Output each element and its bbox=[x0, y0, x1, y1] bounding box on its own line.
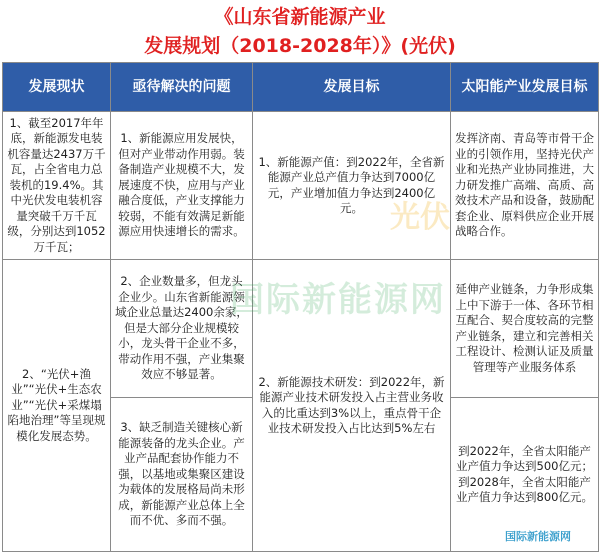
cell-status-1: 1、截至2017年年底，新能源发电装机容量达2437万千瓦，占全省电力总装机的19.4%。其中光伏发电装机容量突破千万千瓦级，分别达到1052万千瓦； bbox=[3, 112, 111, 260]
cell-status-2: 2、“光伏+渔业”“光伏+生态农业”“光伏+采煤塌陷地治理”等呈现规模化发展态势。 bbox=[3, 260, 111, 552]
header-problems: 亟待解决的问题 bbox=[111, 63, 253, 112]
watermark-badge: 光伏 bbox=[390, 200, 450, 235]
cell-solar-3: 到2022年，全省太阳能产业产值力争达到500亿元；到2028年，全省太阳能产业产值力争达到800亿元。 bbox=[451, 398, 599, 552]
table-row bbox=[3, 260, 599, 398]
cell-problem-3: 3、缺乏制造关键核心新能源装备的龙头企业。产业产品配套协作能力不强，以基地或集聚区建设为载体的发展格局尚未形成，新能源产业总体上全而不优、多而不强。 bbox=[111, 398, 253, 552]
cell-solar-1: 发挥济南、青岛等市骨干企业的引领作用，坚持光伏产业和光热产业协同推进，大力研发推广高端、高质、高效技术产品和设备，鼓励配套企业、原料供应企业开展战略合作。 bbox=[451, 112, 599, 260]
header-goals: 发展目标 bbox=[253, 63, 451, 112]
page-title bbox=[0, 0, 600, 62]
title-line-2: 发展规划（2018-2028年）》(光伏) bbox=[144, 35, 456, 57]
watermark-corner-logo: 国际新能源网 bbox=[505, 530, 571, 543]
plan-table bbox=[2, 62, 599, 552]
header-solar-goals: 太阳能产业发展目标 bbox=[451, 63, 599, 112]
cell-problem-2: 2、企业数量多，但龙头企业少。山东省新能源领域企业总量达2400余家，但是大部分企业规模较小，龙头骨干企业不多，带动作用不强，产业集聚效应不够显著。 bbox=[111, 260, 253, 398]
table-row bbox=[3, 112, 599, 260]
watermark-center: 国际新能源网 bbox=[230, 280, 446, 320]
cell-goal-1: 1、新能源产值：到2022年，全省新能源产业总产值力争达到7000亿元，产业增加值力争达到2400亿元。 bbox=[253, 112, 451, 260]
cell-problem-1: 1、新能源应用发展快，但对产业带动作用弱。装备制造产业规模不大，发展速度不快，应用与产业融合度低，产业支撑能力较弱，不能有效满足新能源应用快速增长的需求。 bbox=[111, 112, 253, 260]
header-status: 发展现状 bbox=[3, 63, 111, 112]
title-line-1: 《山东省新能源产业 bbox=[214, 6, 386, 28]
cell-goal-2: 2、新能源技术研发：到2022年，新能源产业技术研发投入占主营业务收入的比重达到3%以上，重点骨干企业技术研发投入占比达到5%左右 bbox=[253, 260, 451, 552]
table-header-row bbox=[3, 63, 599, 112]
cell-solar-2: 延伸产业链条，力争形成集上中下游于一体、各环节相互配合、契合度较高的完整产业链条，建立和完善相关工程设计、检测认证及质量管理等产业服务体系 bbox=[451, 260, 599, 398]
